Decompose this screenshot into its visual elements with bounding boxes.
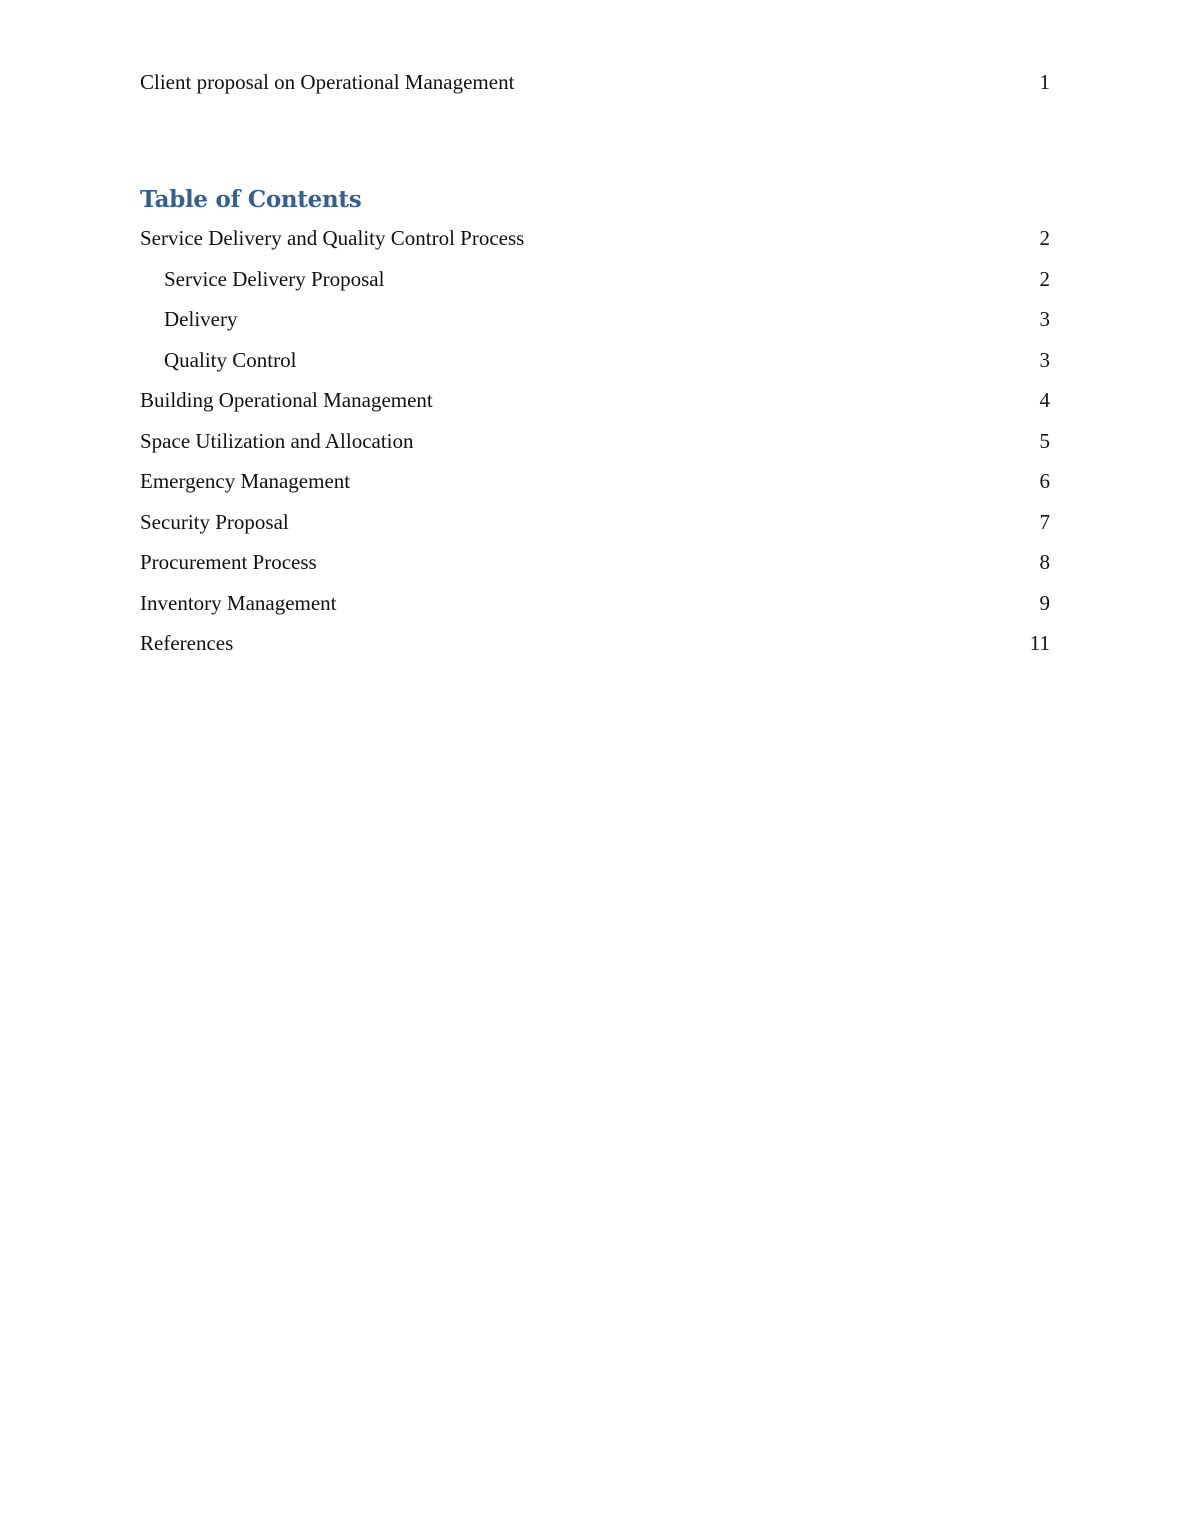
toc-entry-space-utilization[interactable] <box>140 427 1050 468</box>
table-of-contents <box>140 224 1050 670</box>
toc-entry-label: Quality Control <box>164 347 297 372</box>
toc-entry-page: 11 <box>1029 631 1050 655</box>
toc-entry-references[interactable] <box>140 629 1050 670</box>
page-number: 1 <box>1039 70 1050 94</box>
page-header <box>140 70 1050 98</box>
running-title: Client proposal on Operational Management <box>140 70 515 94</box>
toc-entry-label: Service Delivery Proposal <box>164 266 385 291</box>
toc-entry-service-delivery-quality-control[interactable] <box>140 224 1050 265</box>
toc-entry-page: 3 <box>1039 347 1050 372</box>
toc-entry-inventory-management[interactable] <box>140 589 1050 630</box>
toc-entry-page: 4 <box>1039 388 1050 412</box>
toc-entry-emergency-management[interactable] <box>140 467 1050 508</box>
toc-entry-building-operational-management[interactable] <box>140 386 1050 427</box>
toc-entry-security-proposal[interactable] <box>140 508 1050 549</box>
toc-entry-page: 9 <box>1039 590 1050 615</box>
toc-entry-page: 6 <box>1039 469 1050 493</box>
toc-entry-label: Building Operational Management <box>140 388 433 412</box>
toc-entry-label: Delivery <box>164 307 238 331</box>
toc-entry-page: 8 <box>1039 550 1050 574</box>
toc-entry-page: 2 <box>1039 226 1050 250</box>
toc-entry-label: Security Proposal <box>140 509 289 534</box>
toc-entry-delivery[interactable] <box>140 305 1050 346</box>
toc-entry-quality-control[interactable] <box>140 346 1050 387</box>
toc-entry-procurement-process[interactable] <box>140 548 1050 589</box>
toc-title: Table of Contents <box>140 186 362 213</box>
toc-entry-page: 7 <box>1039 509 1050 534</box>
toc-entry-label: Emergency Management <box>140 469 351 493</box>
toc-entry-label: Service Delivery and Quality Control Process <box>140 226 525 250</box>
toc-entry-page: 5 <box>1039 428 1050 453</box>
toc-entry-label: References <box>140 631 234 655</box>
toc-entry-label: Space Utilization and Allocation <box>140 428 414 453</box>
toc-entry-label: Inventory Management <box>140 590 337 615</box>
toc-entry-page: 2 <box>1039 266 1050 291</box>
toc-entry-label: Procurement Process <box>140 550 317 574</box>
toc-entry-page: 3 <box>1039 307 1050 331</box>
toc-entry-service-delivery-proposal[interactable] <box>140 265 1050 306</box>
